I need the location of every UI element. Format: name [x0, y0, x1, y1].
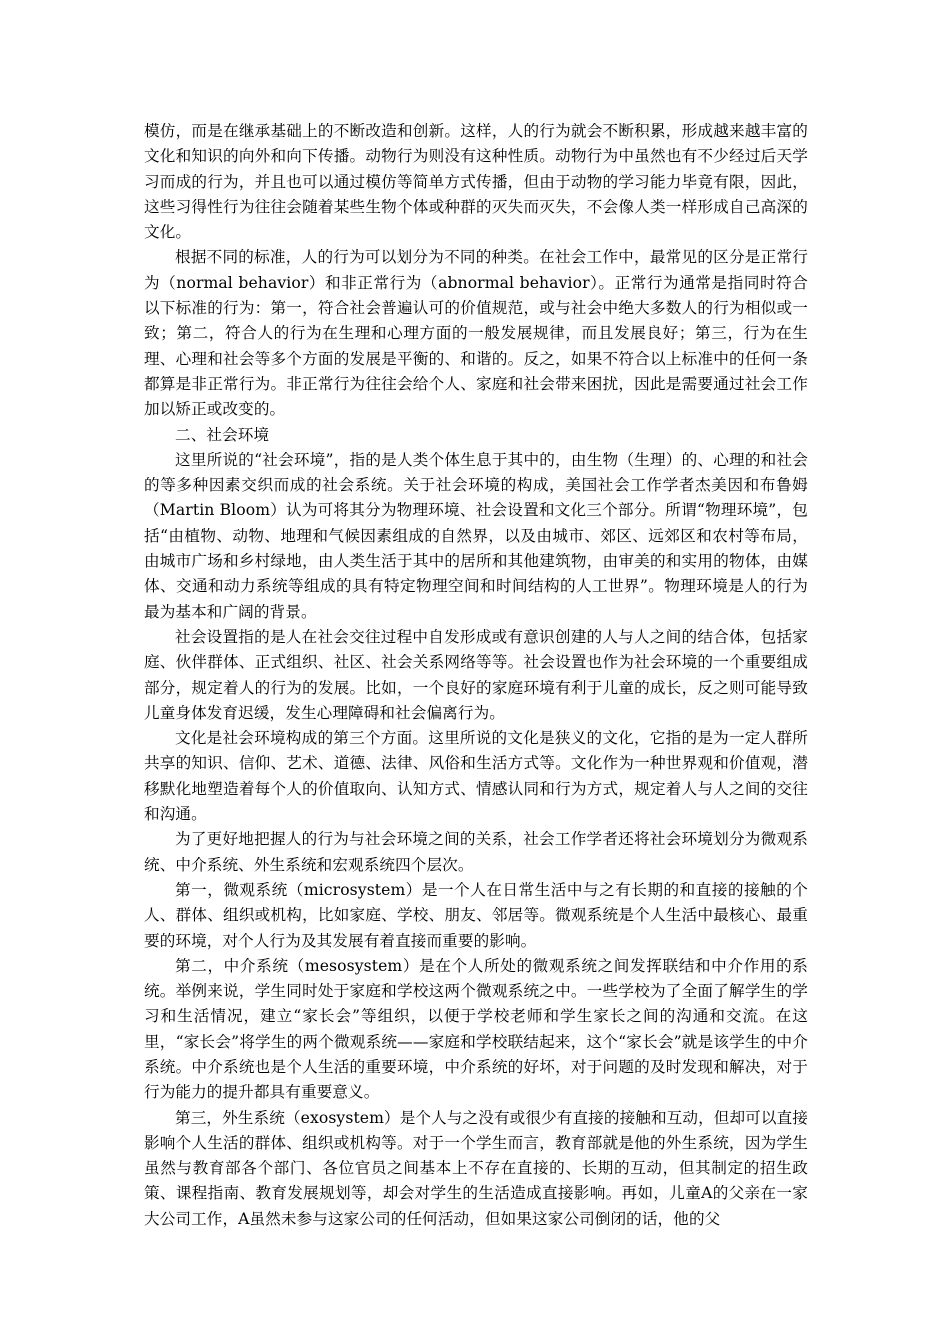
section-heading-social-environment: 二、社会环境 — [175, 425, 270, 444]
paragraph-exosystem: 第三，外生系统（exosystem）是个人与之没有或很少有直接的接触和互动，但却可以直接影响个人生活的群体、组织或机构等。对于一个学生而言，教育部就是他的外生系统，因为学生虽然与教育部各个部门、各位官员之间基本上不存在直接的、长期的互动，但其制定的招生政策、课程指南、教育发展规划等，却会对学生的生活造成直接影响。再如，儿童A的父亲在一家大公司工作，A虽然未参与这家公司的任何活动，但如果这家公司倒闭的话，他的父 — [144, 1108, 808, 1228]
paragraph-culture: 文化是社会环境构成的第三个方面。这里所说的文化是狭义的文化，它指的是为一定人群所共享的知识、信仰、艺术、道德、法律、风俗和生活方式等。文化作为一种世界观和价值观，潜移默化地塑造着每个人的价值取向、认知方式、情感认同和行为方式，规定着人与人之间的交往和沟通。 — [144, 729, 808, 824]
paragraph-continuation: 模仿，而是在继承基础上的不断改造和创新。这样，人的行为就会不断积累，形成越来越丰富的文化和知识的向外和向下传播。动物行为则没有这种性质。动物行为中虽然也有不少经过后天学习而成的行为，并且也可以通过模仿等简单方式传播，但由于动物的学习能力毕竟有限，因此，这些习得性行为往往会随着某些生物个体或种群的灭失而灭失，不会像人类一样形成自己高深的文化。 — [144, 122, 808, 242]
paragraph-microsystem: 第一，微观系统（microsystem）是一个人在日常生活中与之有长期的和直接的接触的个人、群体、组织或机构，比如家庭、学校、朋友、邻居等。微观系统是个人生活中最核心、最重要的环境，对个人行为及其发展有着直接而重要的影响。 — [144, 880, 808, 950]
paragraph-behavior-types: 根据不同的标准，人的行为可以划分为不同的种类。在社会工作中，最常见的区分是正常行为（normal behavior）和非正常行为（abnormal behavior）。正常行为通常是指同时符合以下标准的行为：第一，符合社会普遍认可的价值规范，或与社会中绝大多数人的行为相似或一致；第二，符合人的行为在生理和心理方面的一般发展规律，而且发展良好；第三，行为在生理、心理和社会等多个方面的发展是平衡的、和谐的。反之，如果不符合以上标准中的任何一条都算是非正常行为。非正常行为往往会给个人、家庭和社会带来困扰，因此是需要通过社会工作加以矫正或改变的。 — [144, 248, 808, 419]
paragraph-social-settings: 社会设置指的是人在社会交往过程中自发形成或有意识创建的人与人之间的结合体，包括家庭、伙伴群体、正式组织、社区、社会关系网络等等。社会设置也作为社会环境的一个重要组成部分，规定着人的行为的发展。比如，一个良好的家庭环境有利于儿童的成长，反之则可能导致儿童身体发育迟缓，发生心理障碍和社会偏离行为。 — [144, 627, 808, 722]
paragraph-social-environment: 这里所说的“社会环境”，指的是人类个体生息于其中的，由生物（生理）的、心理的和社会的等多种因素交织而成的社会系统。关于社会环境的构成，美国社会工作学者杰美因和布鲁姆（Martin Bloom）认为可将其分为物理环境、社会设置和文化三个部分。所谓“物理环境”，包括“由植物、动物、地理和气候因素组成的自然界，以及由城市、郊区、远郊区和农村等布局，由城市广场和乡村绿地，由人类生活于其中的居所和其他建筑物，由审美的和实用的物体，由媒体、交通和动力系统等组成的具有特定物理空间和时间结构的人工世界”。物理环境是人的行为最为基本和广阔的背景。 — [144, 450, 808, 621]
paragraph-system-levels: 为了更好地把握人的行为与社会环境之间的关系，社会工作学者还将社会环境划分为微观系统、中介系统、外生系统和宏观系统四个层次。 — [144, 830, 808, 874]
paragraph-mesosystem: 第二，中介系统（mesosystem）是在个人所处的微观系统之间发挥联结和中介作用的系统。举例来说，学生同时处于家庭和学校这两个微观系统之中。一些学校为了全面了解学生的学习和生活情况，建立“家长会”等组织，以便于学校老师和学生家长之间的沟通和交流。在这里，“家长会”将学生的两个微观系统——家庭和学校联结起来，这个“家长会”就是该学生的中介系统。中介系统也是个人生活的重要环境，中介系统的好坏，对于问题的及时发现和解决，对于行为能力的提升都具有重要意义。 — [144, 956, 808, 1102]
document-page — [144, 119, 808, 1232]
